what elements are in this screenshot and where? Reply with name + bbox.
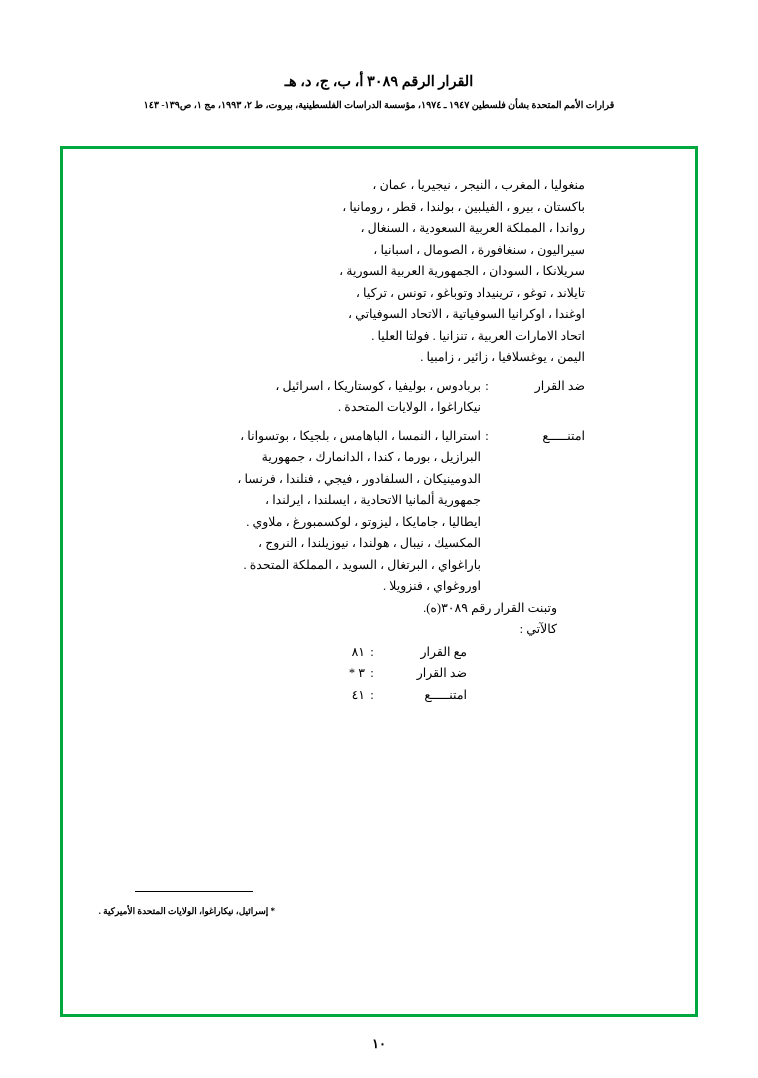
vote-abstain-colon: : xyxy=(485,428,489,443)
page-title: القرار الرقم ٣٠٨٩ أ، ب، ج، د، هـ xyxy=(284,74,474,90)
list-item: استراليا ، النمسا ، الباهامس ، بلجيكا ، بوتسوانا ، xyxy=(240,428,481,443)
list-item: بربادوس ، بوليفيا ، كوستاريكا ، اسرائيل ، xyxy=(275,378,481,393)
footnote-text: * إسرائيل، نيكاراغوا، الولايات المتحدة الأميركية . xyxy=(98,906,275,916)
tally-label: مع القرار xyxy=(420,644,467,659)
document-body xyxy=(153,175,585,706)
tally-value: ٨١ xyxy=(351,644,365,659)
vote-against-colon: : xyxy=(485,378,489,393)
adoption-line-2: كالآتي : xyxy=(519,622,557,636)
list-item: تايلاند ، توغو ، ترينيداد وتوباغو ، تونس ، تركيا ، xyxy=(355,285,585,300)
section-spacer xyxy=(153,369,585,376)
list-item: سريلانكا ، السودان ، الجمهورية العربية السورية ، xyxy=(339,264,585,278)
vote-against-label: ضد القرار xyxy=(534,378,585,393)
adoption-line-1: وتبنت القرار رقم ٣٠٨٩(ه). xyxy=(423,600,557,615)
list-item: جمهورية ألمانيا الاتحادية ، ايسلندا ، ايرلندا ، xyxy=(265,493,481,507)
list-item: البرازيل ، بورما ، كندا ، الدانمارك ، جمهورية xyxy=(261,450,481,464)
tally-value: ٤١ xyxy=(351,687,365,702)
tally-label: ضد القرار xyxy=(416,666,467,680)
tally-colon: : xyxy=(370,666,374,680)
list-item: منغوليا ، المغرب ، النيجر ، نيجيريا ، عمان ، xyxy=(372,178,585,192)
list-item: ايطاليا ، جامايكا ، ليزوتو ، لوكسمبورغ ، ملاوي . xyxy=(246,514,481,529)
document-header xyxy=(0,0,758,111)
list-item: اليمن ، يوغسلافيا ، زائير ، زامبيا . xyxy=(420,350,585,364)
country-list-continued xyxy=(153,175,585,369)
footnote-separator xyxy=(135,891,253,892)
list-item: اوغندا ، اوكرانيا السوفياتية ، الاتحاد السوفياتي ، xyxy=(348,307,585,321)
content-frame xyxy=(60,146,698,1017)
vote-abstain-label: امتنـــــع xyxy=(542,428,585,443)
list-item: سيراليون ، سنغافورة ، الصومال ، اسبانيا ، xyxy=(373,242,585,257)
vote-tally xyxy=(153,642,585,707)
list-item: الدومينيكان ، السلفادور ، فيجي ، فنلندا ، فرنسا ، xyxy=(237,471,481,486)
tally-colon: : xyxy=(370,687,374,702)
list-item: اوروغواي ، فنزويلا . xyxy=(383,579,481,593)
vote-abstain-section xyxy=(153,426,585,598)
section-spacer xyxy=(153,419,585,426)
list-item: نيكاراغوا ، الولايات المتحدة . xyxy=(338,400,481,414)
list-item: باراغواي ، البرتغال ، السويد ، المملكة المتحدة . xyxy=(243,557,481,572)
list-item: اتحاد الامارات العربية ، تنزانيا . فولتا العليا . xyxy=(371,328,585,343)
adoption-statement xyxy=(153,598,585,641)
tally-value: ٣ * xyxy=(348,666,365,680)
list-item: المكسيك ، نيبال ، هولندا ، نيوزيلندا ، النروج ، xyxy=(258,536,481,550)
vote-against-section xyxy=(153,376,585,419)
tally-label: امتنـــــع xyxy=(424,687,467,702)
tally-row xyxy=(153,685,585,707)
document-source-citation: قرارات الأمم المتحدة بشأن فلسطين ١٩٤٧ ـ ١٩٧٤، مؤسسة الدراسات الفلسطينية، بيروت، ط ٢، ١٩٩٣، مج ١، ص١٣٩- ١٤٣ xyxy=(143,101,615,111)
vote-against-countries xyxy=(153,376,481,419)
tally-row xyxy=(153,663,585,685)
page-number: ١٠ xyxy=(372,1036,386,1051)
tally-row xyxy=(153,642,585,664)
list-item: باكستان ، بيرو ، الفيلبين ، بولندا ، قطر ، رومانيا ، xyxy=(342,199,585,214)
list-item: رواندا ، المملكة العربية السعودية ، السنغال ، xyxy=(360,221,585,235)
tally-colon: : xyxy=(370,644,374,659)
vote-abstain-countries xyxy=(153,426,481,598)
